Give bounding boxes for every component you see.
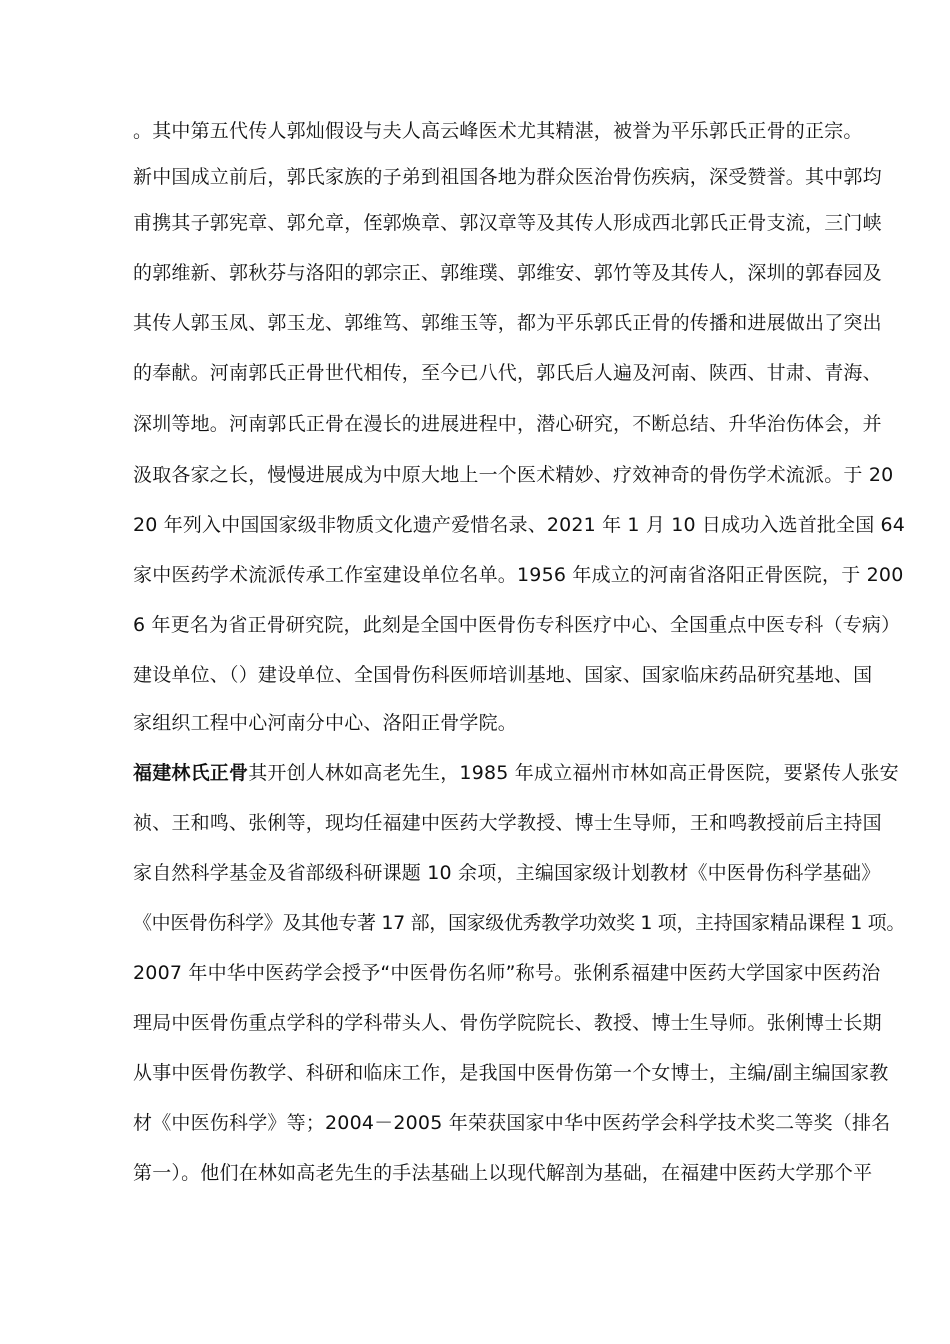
text-line: 深圳等地。河南郭氏正骨在漫长的进展进程中，潜心研究，不断总结、升华治伤体会，并	[133, 413, 882, 435]
text-line: 《中医骨伤科学》及其他专著 17 部，国家级优秀教学功效奖 1 项，主持国家精品课程 1 项。	[133, 912, 905, 934]
text-line: 家组织工程中心河南分中心、洛阳正骨学院。	[133, 712, 518, 734]
text-line: 汲取各家之长，慢慢进展成为中原大地上一个医术精妙、疗效神奇的骨伤学术流派。于 20	[133, 464, 894, 486]
text-line: 从事中医骨伤教学、科研和临床工作，是我国中医骨伤第一个女博士，主编/副主编国家教	[133, 1062, 889, 1084]
text-line: 的奉献。河南郭氏正骨世代相传，至今已八代，郭氏后人遍及河南、陕西、甘肃、青海、	[133, 362, 882, 384]
section-heading: 福建林氏正骨	[133, 762, 249, 784]
text-span: 其开创人林如高老先生，1985 年成立福州市林如高正骨医院，要紧传人张安	[248, 762, 899, 784]
paragraph-2-first-line	[133, 760, 899, 786]
text-line: 祯、王和鸣、张俐等，现均任福建中医药大学教授、博士生导师，王和鸣教授前后主持国	[133, 812, 882, 834]
text-line: 甫携其子郭宪章、郭允章，侄郭焕章、郭汉章等及其传人形成西北郭氏正骨支流，三门峡	[133, 212, 882, 234]
text-line: 家自然科学基金及省部级科研课题 10 余项，主编国家级计划教材《中医骨伤科学基础》	[133, 862, 881, 884]
text-line: 2007 年中华中医药学会授予“中医骨伤名师”称号。张俐系福建中医药大学国家中医药治	[133, 962, 881, 984]
text-line: 建设单位、（）建设单位、全国骨伤科医师培训基地、国家、国家临床药品研究基地、国	[133, 664, 873, 686]
text-line: 其传人郭玉凤、郭玉龙、郭维笃、郭维玉等，都为平乐郭氏正骨的传播和进展做出了突出	[133, 312, 882, 334]
text-line: 的郭维新、郭秋芬与洛阳的郭宗正、郭维璞、郭维安、郭竹等及其传人，深圳的郭春园及	[133, 262, 882, 284]
text-line: 6 年更名为省正骨研究院，此刻是全国中医骨伤专科医疗中心、全国重点中医专科（专病）	[133, 614, 901, 636]
text-line: 家中医药学术流派传承工作室建设单位名单。1956 年成立的河南省洛阳正骨医院，于 200	[133, 564, 904, 586]
text-line: 新中国成立前后，郭氏家族的子弟到祖国各地为群众医治骨伤疾病，深受赞誉。其中郭均	[133, 166, 882, 188]
text-line: 。其中第五代传人郭灿假设与夫人高云峰医术尤其精湛，被誉为平乐郭氏正骨的正宗。	[133, 120, 863, 142]
text-line: 材《中医伤科学》等；2004－2005 年荣获国家中华中医药学会科学技术奖二等奖（排名	[133, 1112, 891, 1134]
text-line: 理局中医骨伤重点学科的学科带头人、骨伤学院院长、教授、博士生导师。张俐博士长期	[133, 1012, 882, 1034]
text-line: 第一）。他们在林如高老先生的手法基础上以现代解剖为基础，在福建中医药大学那个平	[133, 1162, 873, 1184]
text-line: 20 年列入中国国家级非物质文化遗产爱惜名录、2021 年 1 月 10 日成功入选首批全国 64	[133, 514, 906, 536]
